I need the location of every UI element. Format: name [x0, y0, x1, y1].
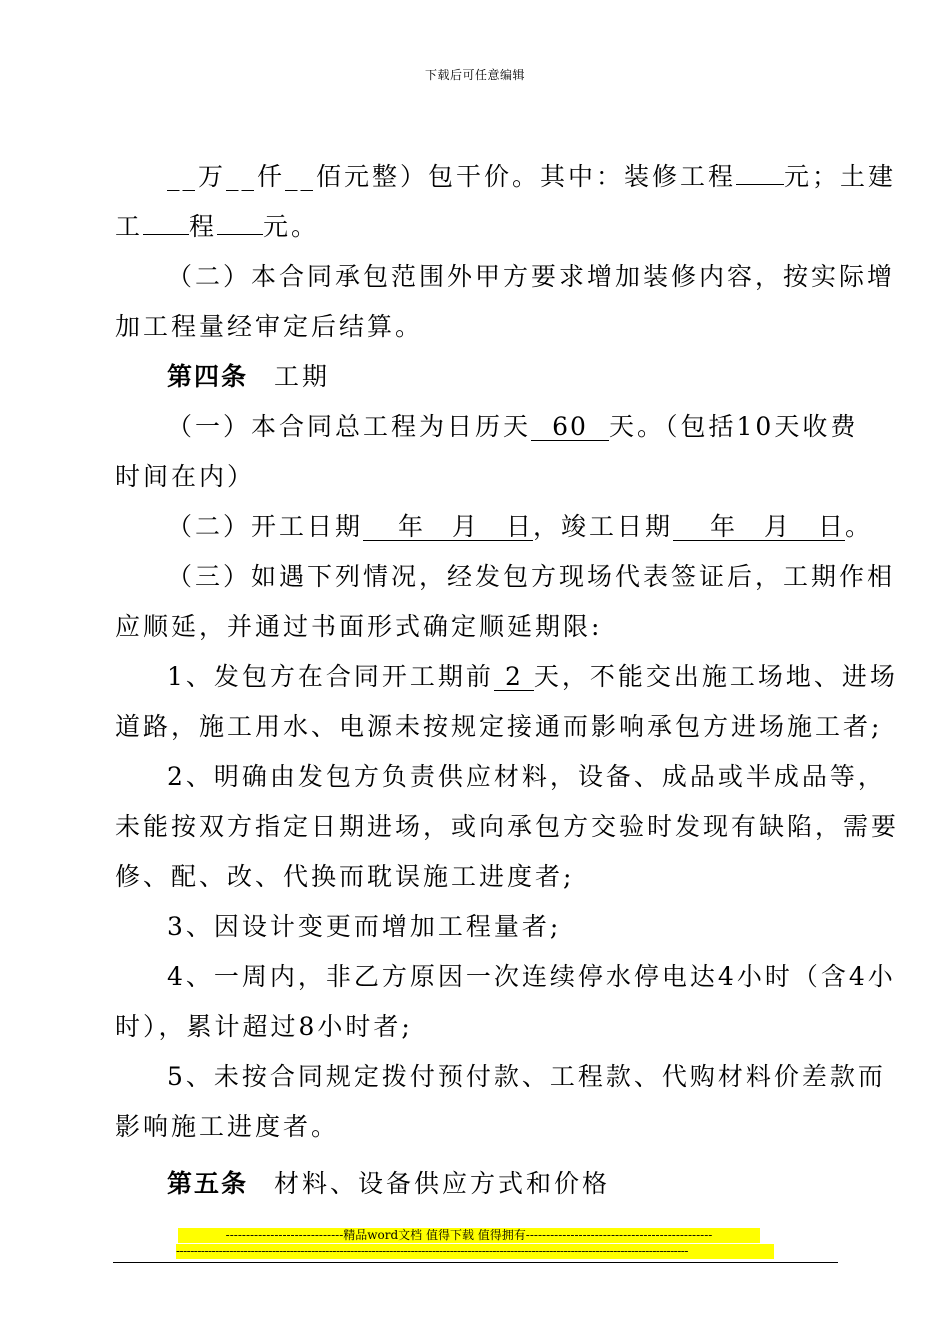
paragraph-line: 影响施工进度者。	[115, 1112, 340, 1141]
paragraph-line: 3、因设计变更而增加工程量者;	[167, 912, 562, 941]
footer-dash-line: ------------------------------------------------------------------------------------------------------------------------------------------------	[176, 1244, 774, 1259]
article-4-number: 第四条	[167, 362, 249, 391]
article-4-heading	[115, 352, 840, 402]
paragraph-line: 加工程量经审定后结算。	[115, 312, 424, 341]
dates-line: （二）开工日期 年 月 日，竣工日期 年 月 日。	[167, 512, 874, 541]
footer-banner: -----------------------------精品word文档 值得下载 值得拥有----------------------------------------------	[178, 1228, 760, 1243]
paragraph-line: （二）本合同承包范围外甲方要求增加装修内容，按实际增	[167, 262, 896, 291]
document-body	[115, 152, 900, 1209]
start-date-blank: 年 月 日	[363, 514, 533, 541]
paragraph-line: 5、未按合同规定拨付预付款、工程款、代购材料价差款而	[167, 1062, 886, 1091]
article-4-title: 工期	[274, 362, 331, 391]
page-header: 下载后可任意编辑	[424, 68, 525, 82]
duration-line: （一）本合同总工程为日历天 60 天。（包括10天收费	[167, 412, 859, 441]
duration-days-blank: 60	[531, 414, 609, 441]
civil-amount-line: 工 程 元。	[115, 212, 320, 241]
article-5-heading	[115, 1159, 840, 1209]
days-before-blank: 2	[494, 664, 534, 691]
paragraph-line: 应顺延，并通过书面形式确定顺延期限:	[115, 612, 603, 641]
price-line: __万__仟__佰元整）包干价。其中：装修工程 元；土建	[167, 162, 897, 191]
paragraph-line: 修、配、改、代换而耽误施工进度者;	[115, 862, 575, 891]
paragraph-line: （三）如遇下列情况，经发包方现场代表签证后，工期作相	[167, 562, 896, 591]
civil-blank-1	[143, 234, 189, 235]
paragraph-line: 2、明确由发包方负责供应材料，设备、成品或半成品等，	[167, 762, 886, 791]
decoration-amount-blank	[736, 184, 784, 185]
paragraph-line: 时间在内）	[115, 462, 256, 491]
footer-rule	[113, 1262, 838, 1263]
article-5-title: 材料、设备供应方式和价格	[274, 1169, 611, 1198]
paragraph-line: 时），累计超过8小时者;	[115, 1012, 413, 1041]
article-5-number: 第五条	[167, 1169, 249, 1198]
end-date-blank: 年 月 日	[673, 514, 845, 541]
paragraph-line: 未能按双方指定日期进场，或向承包方交验时发现有缺陷，需要	[115, 812, 900, 841]
civil-blank-2	[217, 234, 263, 235]
paragraph-line: 4、一周内，非乙方原因一次连续停水停电达4小时（含4小	[167, 962, 896, 991]
paragraph-line: 道路，施工用水、电源未按规定接通而影响承包方进场施工者;	[115, 712, 883, 741]
item-1-line: 1、发包方在合同开工期前 2 天，不能交出施工场地、进场	[167, 662, 898, 691]
